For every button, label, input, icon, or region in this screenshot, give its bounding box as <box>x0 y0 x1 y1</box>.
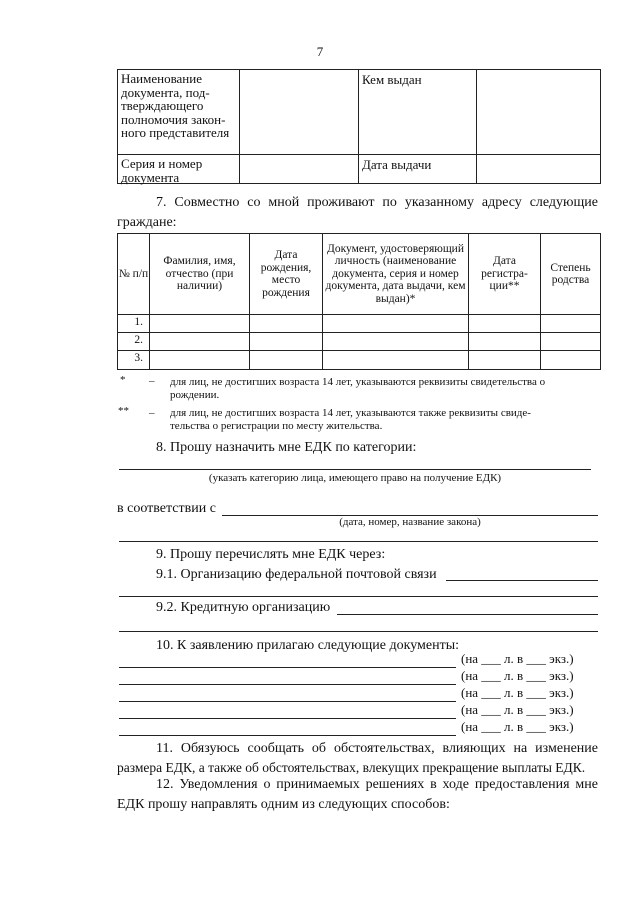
category-hint: (указать категорию лица, имеющего право на получение ЕДК) <box>208 472 502 484</box>
column-header-number: № п/п <box>118 267 149 280</box>
document-input-line[interactable] <box>119 667 456 668</box>
footnote-dash: – <box>149 375 155 387</box>
section-12-text-cont: ЕДК прошу направлять одним из следующих способов: <box>117 797 450 812</box>
issued-by-label: Кем выдан <box>362 72 422 87</box>
section-11-text: 11. Обязуюсь сообщать об обстоятельствах, влияющих на изменение <box>156 741 598 756</box>
table-divider <box>476 70 477 183</box>
postal-input-line[interactable] <box>446 580 598 581</box>
document-page-count: (на ___ л. в ___ экз.) <box>461 702 574 717</box>
law-input-line-cont[interactable] <box>119 541 598 542</box>
table-divider <box>118 332 600 333</box>
table-divider <box>239 70 240 183</box>
document-page-count: (на ___ л. в ___ экз.) <box>461 668 574 683</box>
doc-name-label: Наименование документа, под-тверждающего полномочия закон-ного представителя <box>121 71 230 140</box>
footnote-text-cont: рождении. <box>170 389 220 401</box>
credit-input-line-cont[interactable] <box>119 631 598 632</box>
section-9-text: 9. Прошу перечислять мне ЕДК через: <box>156 547 386 562</box>
document-page-count: (на ___ л. в ___ экз.) <box>461 651 574 666</box>
document-page-count: (на ___ л. в ___ экз.) <box>461 685 574 700</box>
column-header-identity-document: Документ, удостоверяющий личность (наименование документа, серия и номер документа, дата выдачи, кем выдан)* <box>325 242 466 305</box>
column-header-registration-date: Дата регистра-ции** <box>481 255 528 293</box>
document-input-line[interactable] <box>119 718 456 719</box>
series-number-label: Серия и номер документа <box>121 156 203 185</box>
section-12-text: 12. Уведомления о принимаемых решениях в ходе предоставления мне <box>156 777 598 792</box>
table-divider <box>118 154 600 155</box>
residents-table <box>117 233 601 370</box>
footnote-text: для лиц, не достигших возраста 14 лет, указываются реквизиты свидетельства о <box>170 376 546 388</box>
column-header-full-name: Фамилия, имя, отчество (при наличии) <box>163 255 236 293</box>
section-10-text: 10. К заявлению прилагаю следующие документы: <box>156 638 460 653</box>
footnote-dash: – <box>149 407 155 419</box>
column-header-relationship: Степень родства <box>550 261 591 286</box>
footnote-mark: ** <box>118 405 129 417</box>
credit-option-label: 9.2. Кредитную организацию <box>156 600 331 615</box>
table-divider <box>358 70 359 183</box>
section-7-text: 7. Совместно со мной проживают по указанному адресу следующие <box>156 195 598 210</box>
table-divider <box>118 350 600 351</box>
law-hint: (дата, номер, название закона) <box>339 516 481 528</box>
accordance-label: в соответствии с <box>117 501 216 516</box>
credit-input-line[interactable] <box>337 614 598 615</box>
section-7-text-cont: граждане: <box>117 215 177 230</box>
document-input-line[interactable] <box>119 684 456 685</box>
table-row-number: 3. <box>134 352 143 364</box>
legal-representative-document-table <box>117 69 601 184</box>
column-header-birth: Дата рождения, место рождения <box>260 249 312 299</box>
issue-date-label: Дата выдачи <box>362 157 432 172</box>
table-row-number: 1. <box>134 316 143 328</box>
postal-option-label: 9.1. Организацию федеральной почтовой связи <box>156 567 437 582</box>
document-page-count: (на ___ л. в ___ экз.) <box>461 719 574 734</box>
section-11-text-cont: размера ЕДК, а также об обстоятельствах, влекущих прекращение выплаты ЕДК. <box>117 760 586 775</box>
category-input-line[interactable] <box>119 469 591 470</box>
table-divider <box>118 314 600 315</box>
document-input-line[interactable] <box>119 701 456 702</box>
footnote-text-cont: тельства о регистрации по месту жительства. <box>170 420 383 432</box>
table-row-number: 2. <box>134 334 143 346</box>
document-input-line[interactable] <box>119 735 456 736</box>
footnote-text: для лиц, не достигших возраста 14 лет, указываются также реквизиты свиде- <box>170 407 531 419</box>
postal-input-line-cont[interactable] <box>119 596 598 597</box>
section-8-text: 8. Прошу назначить мне ЕДК по категории: <box>156 440 417 455</box>
page-number: 7 <box>316 44 324 59</box>
footnote-mark: * <box>120 374 126 386</box>
